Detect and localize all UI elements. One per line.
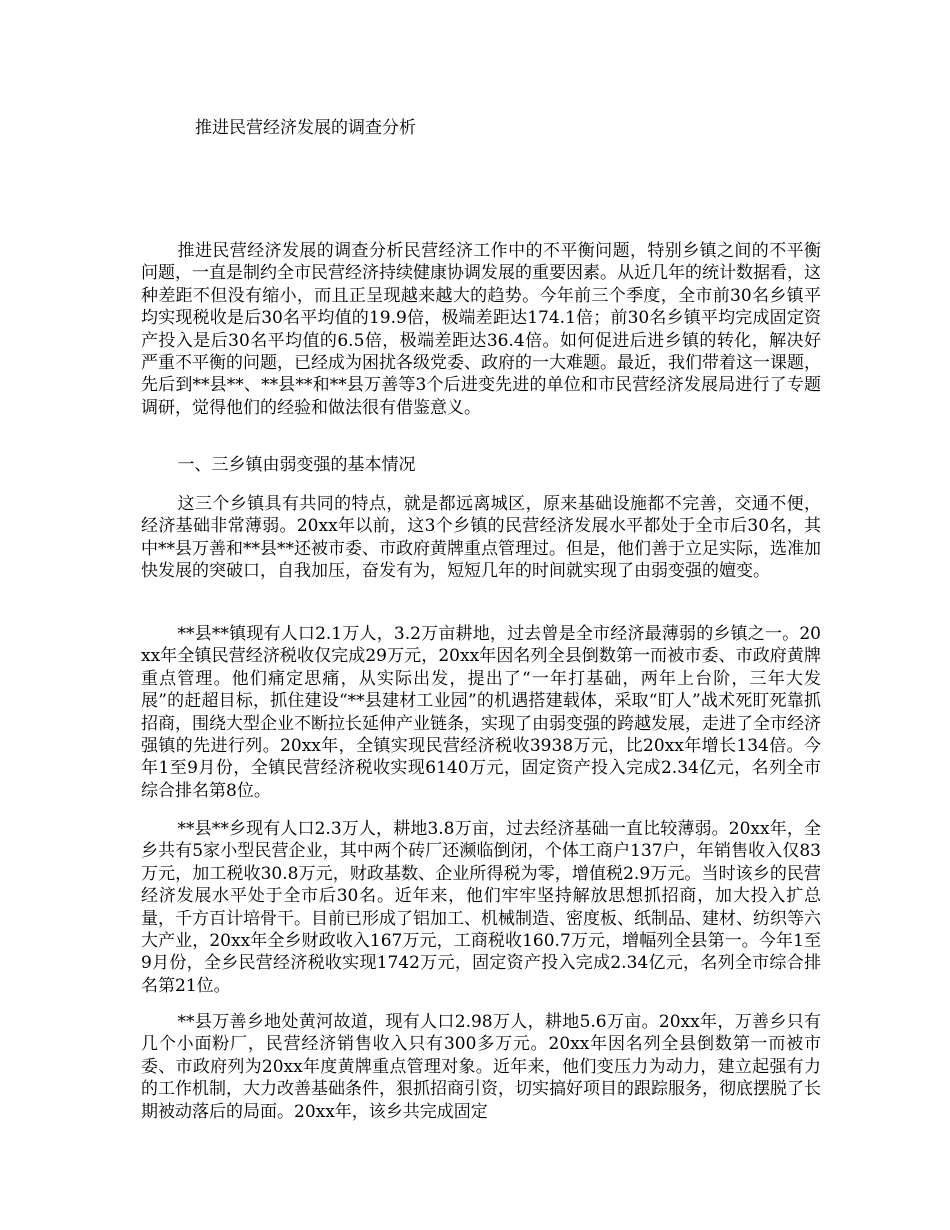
document-title: 推进民营经济发展的调查分析 <box>195 118 416 138</box>
paragraph-town-1: **县**镇现有人口2.1万人，3.2万亩耕地，过去曾是全市经济最薄弱的乡镇之一。20xx年全镇民营经济税收仅完成29万元，20xx年因名列全县倒数第一而被市委、市政府黄牌重点管理。他们痛定思痛，从实际出发，提出了“一年打基础，两年上台阶，三年大发展”的赶超目标，抓住建设“**县建材工业园”的机遇搭建载体，采取“盯人”战术死盯死靠抓招商，围绕大型企业不断拉长延伸产业链条，实现了由弱变强的跨越发展，走进了全市经济强镇的先进行列。20xx年，全镇实现民营经济税收3938万元，比20xx年增长134倍。今年1至9月份，全镇民营经济税收实现6140万元，固定资产投入完成2.34亿元，名列全市综合排名第8位。 <box>141 624 821 801</box>
paragraph-overview: 这三个乡镇具有共同的特点，就是都远离城区，原来基础设施都不完善，交通不便，经济基础非常薄弱。20xx年以前，这3个乡镇的民营经济发展水平都处于全市后30名，其中**县万善和**县**还被市委、市政府黄牌重点管理过。但是，他们善于立足实际，选准加快发展的突破口，自我加压，奋发有为，短短几年的时间就实现了由弱变强的嬗变。 <box>141 494 821 582</box>
paragraph-town-3: **县万善乡地处黄河故道，现有人口2.98万人，耕地5.6万亩。20xx年，万善乡只有几个小面粉厂，民营经济销售收入只有300多万元。20xx年因名列全县倒数第一而被市委、市政府列为20xx年度黄牌重点管理对象。近年来，他们变压力为动力，建立起强有力的工作机制，大力改善基础条件，狠抓招商引资，切实搞好项目的跟踪服务，彻底摆脱了长期被动落后的局面。20xx年，该乡共完成固定 <box>141 1012 821 1122</box>
paragraph-town-2: **县**乡现有人口2.3万人，耕地3.8万亩，过去经济基础一直比较薄弱。20xx年，全乡共有5家小型民营企业，其中两个砖厂还濒临倒闭，个体工商户137户，年销售收入仅83万元，加工税收30.8万元，财政基数、企业所得税为零，增值税2.9万元。当时该乡的民营经济发展水平处于全市后30名。近年来，他们牢牢坚持解放思想抓招商，加大投入扩总量，千方百计培骨干。目前已形成了铝加工、机械制造、密度板、纸制品、建材、纺织等六大产业，20xx年全乡财政收入167万元，工商税收160.7万元，增幅列全县第一。今年1至9月份，全乡民营经济税收实现1742万元，固定资产投入完成2.34亿元，名列全市综合排名第21位。 <box>141 819 821 996</box>
paragraph-intro: 推进民营经济发展的调查分析民营经济工作中的不平衡问题，特别乡镇之间的不平衡问题，一直是制约全市民营经济持续健康协调发展的重要因素。从近几年的统计数据看，这种差距不但没有缩小，而且正呈现越来越大的趋势。今年前三个季度，全市前30名乡镇平均实现税收是后30名平均值的19.9倍，极端差距达174.1倍；前30名乡镇平均完成固定资产投入是后30名平均值的6.5倍，极端差距达36.4倍。如何促进后进乡镇的转化，解决好严重不平衡的问题，已经成为困扰各级党委、政府的一大难题。最近，我们带着这一课题，先后到**县**、**县**和**县万善等3个后进变先进的单位和市民营经济发展局进行了专题调研，觉得他们的经验和做法很有借鉴意义。 <box>141 241 821 418</box>
section-heading-1: 一、三乡镇由弱变强的基本情况 <box>177 455 416 475</box>
